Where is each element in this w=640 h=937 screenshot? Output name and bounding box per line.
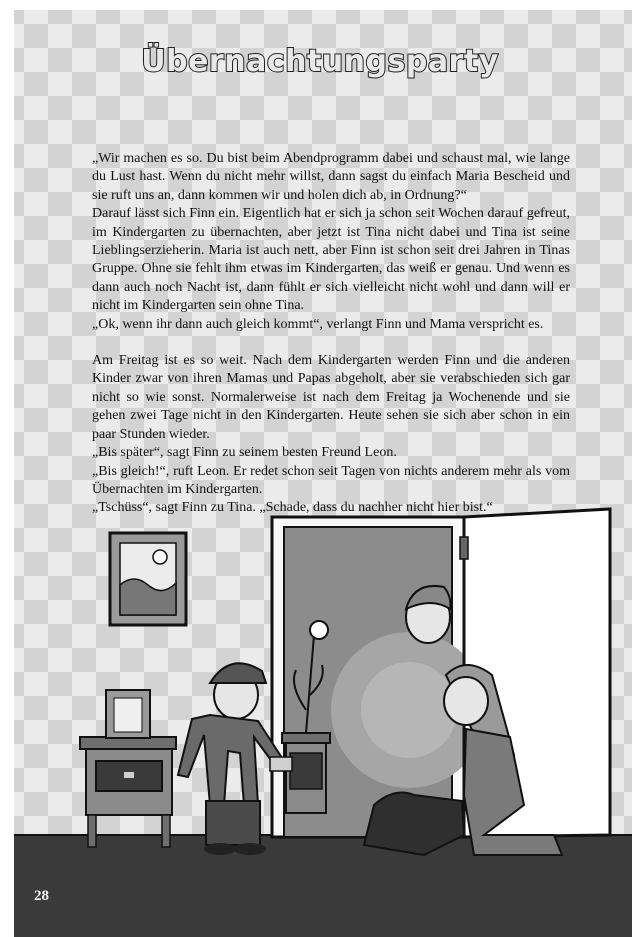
dresser — [80, 690, 176, 847]
page-top-margin — [0, 0, 640, 10]
story-text — [92, 150, 570, 518]
paragraph: „Tschüss“, sagt Finn zu Tina. „Schade, dass du nachher nicht hier bist.“ — [92, 500, 493, 516]
paragraph: „Bis gleich!“, ruft Leon. Er redet schon seit Tagen von nichts anderem mehr als vom Übernachten im Kindergarten. — [92, 463, 570, 497]
paragraph: „Wir machen es so. Du bist beim Abendprogramm dabei und schaust mal, wie lange du Lust hast. Wenn du nicht mehr willst, dann sagst du einfach Maria Bescheid und sie ruft uns an, dann kommen wir und holen dich ab, in Ordnung?“ — [92, 151, 570, 203]
page-title: Übernachtungsparty — [141, 44, 499, 79]
illustration — [14, 505, 632, 937]
father — [406, 586, 450, 643]
paragraph: Darauf lässt sich Finn ein. Eigentlich hat er sich ja schon seit Wochen darauf gefreut, im Kindergarten zu übernachten, aber jetzt ist Tina nicht dabei und Tina ist seine Lieblingserzieherin. Maria ist auch nett, aber Finn ist schon seit drei Jahren in Tinas Gruppe. Ohne sie fehlt ihm etwas im Kindergarten, das weiß er genau. Und wenn es dann auch noch Nacht ist, dann fühlt er sich vielleicht nicht wohl und dann will er nicht im Kindergarten sein ohne Tina. — [92, 206, 570, 314]
page-left-margin — [0, 0, 14, 937]
paragraph: Am Freitag ist es so weit. Nach dem Kindergarten werden Finn und die anderen Kinder zwar von ihren Mamas und Papas abgeholt, aber sie verabschieden sich gar nicht so wie sonst. Normalerweise ist nach dem Freitag ja Wochenende und sie gehen zwei Tage nicht in den Kindergarten. Heute sehen sie sich aber schon in ein paar Stunden wieder. — [92, 353, 570, 442]
wall-picture — [110, 533, 186, 625]
page-right-margin — [632, 0, 640, 937]
page-number: 28 — [34, 888, 49, 904]
paragraph: „Bis später“, sagt Finn zu seinem besten Freund Leon. — [92, 445, 397, 461]
paragraph: „Ok, wenn ihr dann auch gleich kommt“, verlangt Finn und Mama verspricht es. — [92, 316, 544, 332]
